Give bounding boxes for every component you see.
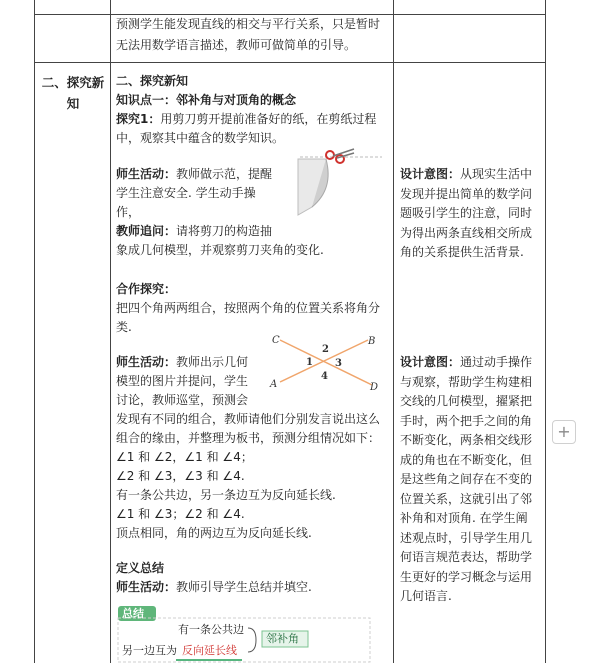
summary-reverse: 反向延长线	[182, 644, 237, 657]
intersecting-lines-diagram	[268, 330, 383, 392]
label-A: A	[270, 379, 278, 390]
explore-1: 探究1：用剪刀剪开提前准备好的纸，在剪纸过程	[116, 112, 377, 126]
section-label: 二、探究新 知	[41, 75, 105, 111]
teacher-activity-2: 师生活动：教师出示几何 模型的图片并提问，学生 讨论，教师巡堂，预测会 发现有不同的组合，教师请他们分别发言说出这么 组合的缘由，并整理为板书，预测分组情况如下： ∠1 和 ∠2，∠1 和 ∠4； ∠2 和 ∠3，∠3 和 ∠4. 有一条公共边，另一条边互为反向延长线. ∠1 和 ∠3；∠2 和 ∠4. 顶点相同，角的两边互为反向延长线.	[116, 355, 381, 540]
label-B: B	[368, 336, 376, 347]
table-row-rule	[34, 62, 546, 63]
table-divider-2	[393, 0, 394, 663]
label-D: D	[370, 382, 379, 392]
summary-other-side: 另一边互为	[122, 644, 177, 657]
summary-tag: 总结	[122, 607, 144, 620]
scissors-icon	[326, 151, 334, 159]
angle-label-1: 1	[306, 357, 313, 368]
angle-label-3: 3	[335, 358, 342, 369]
summary-result: 邻补角	[266, 632, 299, 645]
table-divider-1	[110, 0, 111, 663]
cooperative-explore: 合作探究： 把四个角两两组合，按照两个角的位置关系将角分 类.	[116, 282, 381, 334]
design-intent-2: 设计意图：通过动手操作 与观察，帮助学生构建相 交线的几何模型，擢紧把 手时，两个把手之间的角 不断变化，两条相交线形 成的角也在不断变化，但 是这些角之间存在不变的 位置关系，这就引出了邻 补角和对顶角. 在学生阐 述观点时，引导学生用几 何语言规范表达，帮助学 生更好的学习概念与运用 几何语言.	[400, 355, 533, 603]
definition-summary: 定义总结 师生活动：教师引导学生总结并填空.	[116, 561, 312, 594]
label-C: C	[272, 335, 280, 346]
knowledge-point: 知识点一：邻补角与对顶角的概念	[116, 93, 297, 107]
design-intent-1: 设计意图：从现实生活中 发现并提出简单的数学问 题吸引学生的注意，同时 为得出两条直线相交所成 角的关系提供生活背景.	[400, 167, 533, 259]
table-border-left	[34, 0, 35, 663]
add-row-button[interactable]: +	[552, 420, 576, 444]
scissors-paper-illustration	[290, 145, 385, 220]
intro-text: 预测学生能发现直线的相交与平行关系，只是暂时 无法用数学语言描述，教师可做简单的引导。	[116, 17, 381, 52]
angle-label-4: 4	[321, 371, 328, 382]
teacher-activity-1: 师生活动：教师做示范，提醒 学生注意安全. 学生动手操 作， 教师追问：请将剪刀的构造抽 象成几何模型，并观察剪刀夹角的变化.	[116, 167, 324, 257]
content-heading: 二、探究新知	[116, 74, 189, 88]
summary-box	[116, 604, 372, 663]
table-border-right	[545, 0, 546, 663]
angle-label-2: 2	[322, 344, 329, 355]
summary-common-side: 有一条公共边	[178, 623, 244, 636]
main-content: 二、探究新知 知识点一：邻补角与对顶角的概念 探究1：用剪刀剪开提前准备好的纸，在剪纸过程 中，观察其中蕴含的数学知识。	[116, 74, 377, 145]
